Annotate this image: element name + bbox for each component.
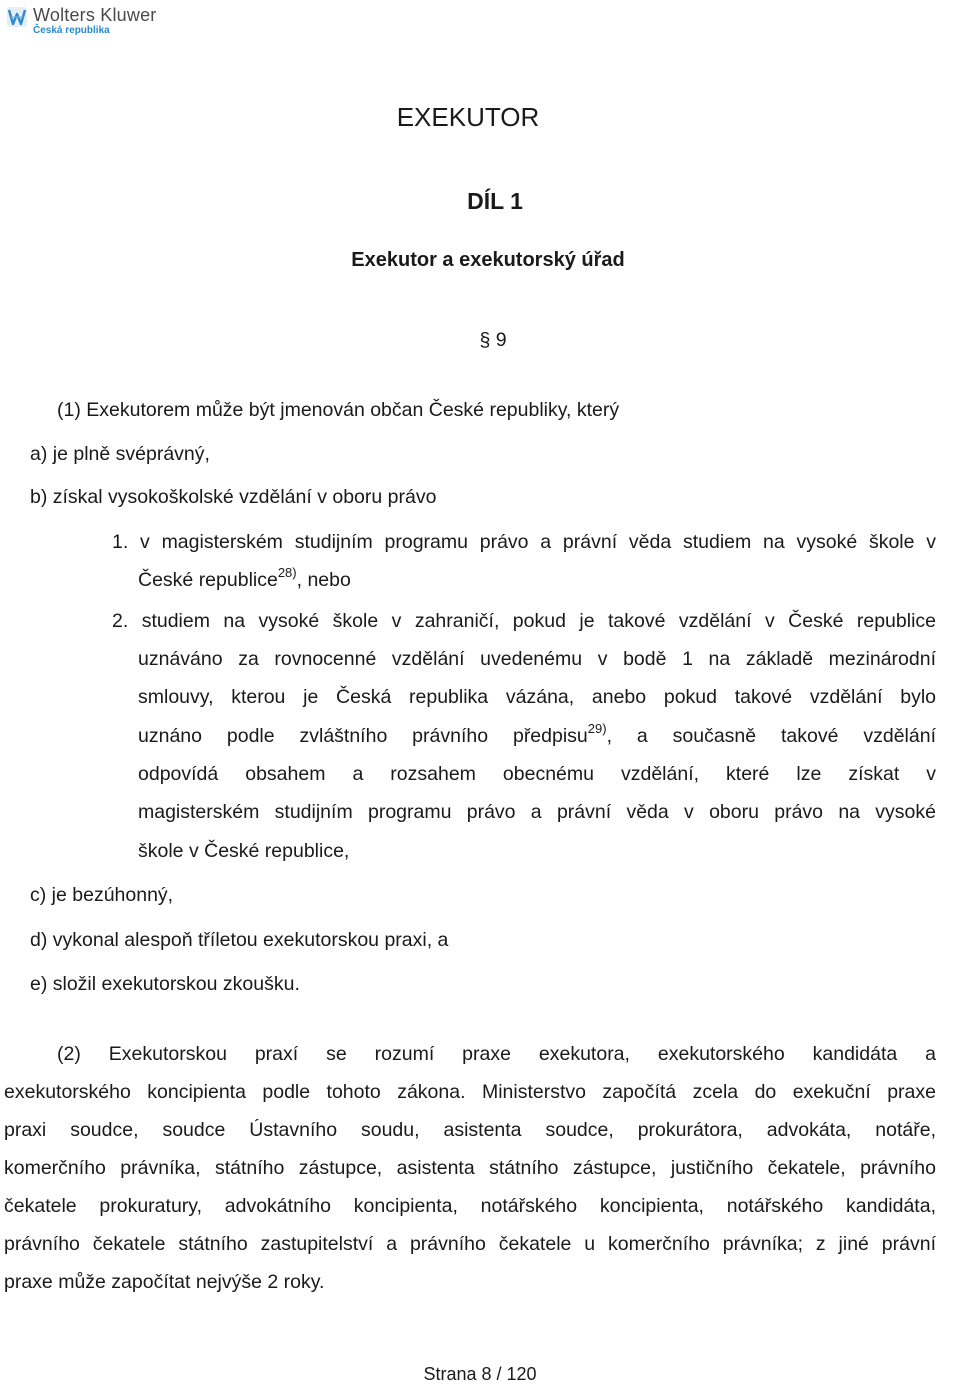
- document-title: EXEKUTOR: [396, 102, 540, 132]
- paragraph-2-line: čekatele prokuratury, advokátního koncipienta, notářského koncipienta, notářského kandidáta,: [4, 1195, 936, 1217]
- wolters-kluwer-icon: [6, 6, 28, 28]
- footnote-ref: 29): [587, 721, 607, 736]
- logo-subtitle: Česká republika: [33, 25, 110, 36]
- logo-name: Wolters Kluwer: [33, 5, 157, 25]
- footnote-ref: 28): [277, 565, 297, 580]
- part-heading: DÍL 1: [467, 188, 523, 214]
- list-item-b: b) získal vysokoškolské vzdělání v oboru právo: [30, 486, 437, 508]
- part-title: Exekutor a exekutorský úřad: [351, 249, 625, 271]
- section-number: § 9: [479, 329, 507, 351]
- paragraph-2-line: (2) Exekutorskou praxí se rozumí praxe exekutora, exekutorského kandidáta a: [57, 1043, 936, 1065]
- sub-item-2-line: smlouvy, kterou je Česká republika vázána, anebo pokud takové vzdělání bylo: [138, 686, 936, 708]
- list-item-a: a) je plně svéprávný,: [30, 443, 210, 465]
- sub-item-2-line: odpovídá obsahem a rozsahem obecnému vzdělání, které lze získat v: [138, 763, 936, 785]
- sub-item-2-line: škole v České republice,: [138, 840, 350, 862]
- paragraph-2-line: exekutorského koncipienta podle tohoto zákona. Ministerstvo započítá zcela do exekuční praxe: [4, 1081, 936, 1103]
- paragraph-2-line: komerčního právníka, státního zástupce, asistenta státního zástupce, justičního čekatele, právního: [4, 1157, 936, 1179]
- sub-item-1-line: České republice$^{28)}$, nebo: [138, 565, 351, 591]
- list-item-e: e) složil exekutorskou zkoušku.: [30, 973, 300, 995]
- sub-item-2-line: magisterském studijním programu právo a právní věda v oboru právo na vysoké: [138, 801, 936, 823]
- paragraph-2-line: praxi soudce, soudce Ústavního soudu, asistenta soudce, prokurátora, advokáta, notáře,: [4, 1119, 936, 1141]
- paragraph-2-line: praxe může započítat nejvýše 2 roky.: [4, 1271, 325, 1293]
- publisher-logo: [6, 6, 156, 36]
- paragraph-2-line: právního čekatele státního zastupitelství a právního čekatele u komerčního právníka; z jiné právní: [4, 1233, 936, 1255]
- sub-item-2-line: uznáváno za rovnocenné vzdělání uvedenému v bodě 1 na základě mezinárodní: [138, 648, 936, 670]
- page-number: Strana 8 / 120: [423, 1364, 537, 1384]
- sub-item-1-line: 1. v magisterském studijním programu právo a právní věda studiem na vysoké škole v: [112, 531, 936, 553]
- paragraph-1-intro: (1) Exekutorem může být jmenován občan České republiky, který: [57, 399, 620, 421]
- sub-item-2-line: uznáno podle zvláštního právního předpisu$^{29)}$, a současně takové vzdělání: [138, 721, 936, 747]
- list-item-d: d) vykonal alespoň tříletou exekutorskou praxi, a: [30, 929, 449, 951]
- sub-item-2-line: 2. studiem na vysoké škole v zahraničí, pokud je takové vzdělání v České republice: [112, 610, 936, 632]
- list-item-c: c) je bezúhonný,: [30, 884, 174, 906]
